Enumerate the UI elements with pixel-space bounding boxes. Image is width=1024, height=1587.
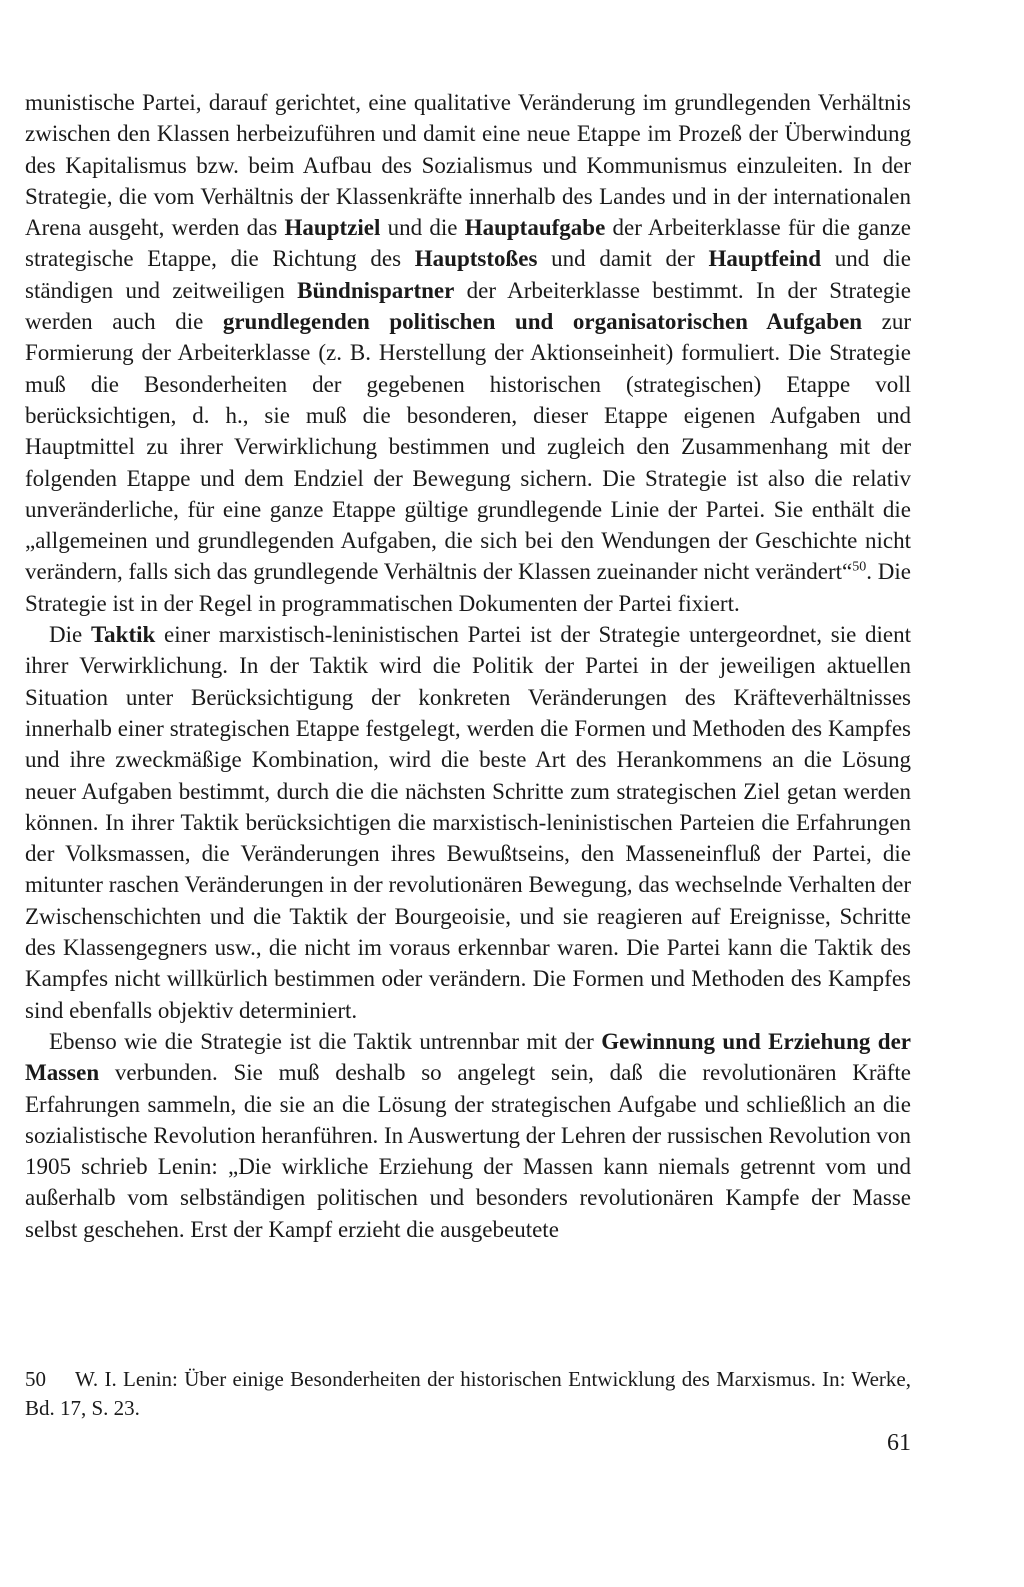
bold-term: Taktik xyxy=(90,622,156,648)
footnote-number: 50 xyxy=(25,1367,46,1391)
bold-term: Hauptstoßes xyxy=(414,246,538,272)
footnote-reference: 50 xyxy=(852,559,867,575)
paragraph xyxy=(25,87,911,619)
text-run: der Arbeiterklasse bestimmt. In der Strategie werden auch die xyxy=(25,277,911,335)
footnote-text: W. I. Lenin: Über einige Besonderheiten der historischen Entwicklung des Marxismus. In: Werke, Bd. 17, S. 23. xyxy=(25,1367,911,1420)
text-run: Die xyxy=(49,622,91,648)
text-run: der Arbeiterklasse für die ganze strategische Etappe, die Richtung des xyxy=(25,215,911,272)
text-run: verbunden. Sie muß deshalb so angelegt sein, daß die revolutionären Kräfte Erfahrungen sammeln, die sie an die Lösung der strategischen Aufgabe und schließlich an die sozialistische Revolution heranführen. In Auswertung der Lehren der russischen Revolution von 1905 schrieb Lenin: „Die wirkliche Erziehung der Massen kann niemals getrennt vom und außerhalb vom selbständigen politischen und besonders revolutionären Kampfe der Masse selbst geschehen. Erst der Kampf erzieht die ausgebeutete xyxy=(25,1060,911,1242)
bold-term: Gewinnung und Erziehung der Massen xyxy=(25,1028,911,1086)
bold-term: Hauptaufgabe xyxy=(464,215,606,241)
bold-term: Bündnispartner xyxy=(297,277,455,303)
footnote xyxy=(25,1365,911,1423)
text-run: Ebenso wie die Strategie ist die Taktik untrennbar mit der xyxy=(49,1028,602,1054)
text-run: und damit der xyxy=(537,246,709,272)
page-number: 61 xyxy=(887,1430,911,1456)
text-run: und die ständigen und zeitweiligen xyxy=(25,246,911,303)
text-run: zur Formierung der Arbeiterklasse (z. B. Herstellung der Aktionseinheit) formuliert. Die Strategie muß die Besonderheiten der gegebenen historischen (strategischen) Etappe voll berücksichtigen, d. h., sie muß die besonderen, dieser Etappe eigenen Aufgaben und Hauptmittel zu ihrer Verwirklichung bestimmen und zugleich den Zusammenhang mit der folgenden Etappe und dem Endziel der Bewegung sichern. Die Strategie ist also die relativ unveränderliche, für eine ganze Etappe gültige grundlegende Linie der Partei. Sie enthält die „allgemeinen und grundlegenden Aufgaben, die sich bei den Wendungen der Geschichte nicht verändern, falls sich das grundlegende Verhältnis der Klassen zueinander nicht verändert“ xyxy=(25,309,911,585)
text-run: und die xyxy=(380,215,465,241)
bold-term: Hauptziel xyxy=(284,215,381,241)
text-run: einer marxistisch-leninistischen Partei ist der Strategie untergeordnet, sie dient ihrer Verwirklichung. In der Taktik wird die Politik der Partei in der jeweiligen aktuellen Situation unter Berücksichtigung der konkreten Veränderungen des Kräfteverhältnisses innerhalb einer strategischen Etappe festgelegt, werden die Formen und Methoden des Kampfes und ihre zweckmäßige Kombination, wird die beste Art des Herankommens an die Lösung neuer Aufgaben bestimmt, durch die die nächsten Schritte zum strategischen Ziel getan werden können. In ihrer Taktik berücksichtigen die marxistisch-leninistischen Parteien die Erfahrungen der Volksmassen, die Veränderungen ihres Bewußtseins, den Masseneinfluß der Partei, die mitunter raschen Veränderungen in der revolutionären Bewegung, das wechselnde Verhalten der Zwischenschichten und die Taktik der Bourgeoisie, und sie reagieren auf Ereignisse, Schritte des Klassengegners usw., die nicht im voraus erkennbar waren. Die Partei kann die Taktik des Kampfes nicht willkürlich bestimmen oder verändern. Die Formen und Methoden des Kampfes sind ebenfalls objektiv determiniert. xyxy=(25,622,911,1023)
paragraph xyxy=(25,1026,911,1245)
body-text xyxy=(25,87,911,1245)
paragraph xyxy=(25,619,911,1026)
bold-term: Hauptfeind xyxy=(708,246,821,272)
bold-term: grundlegenden politischen und organisatorischen Aufgaben xyxy=(222,309,863,335)
text-run: munistische Partei, darauf gerichtet, eine qualitative Veränderung im grundlegenden Verhältnis zwischen den Klassen herbeizuführen und damit eine neue Etappe im Prozeß der Überwindung des Kapitalismus bzw. beim Aufbau des Sozialismus und Kommunismus einzuleiten. In der Strategie, die vom Verhältnis der Klassenkräfte innerhalb des Landes und in der internationalen Arena ausgeht, werden das xyxy=(25,90,911,241)
text-run: . Die Strategie ist in der Regel in programmatischen Dokumenten der Partei fixiert. xyxy=(25,559,911,616)
